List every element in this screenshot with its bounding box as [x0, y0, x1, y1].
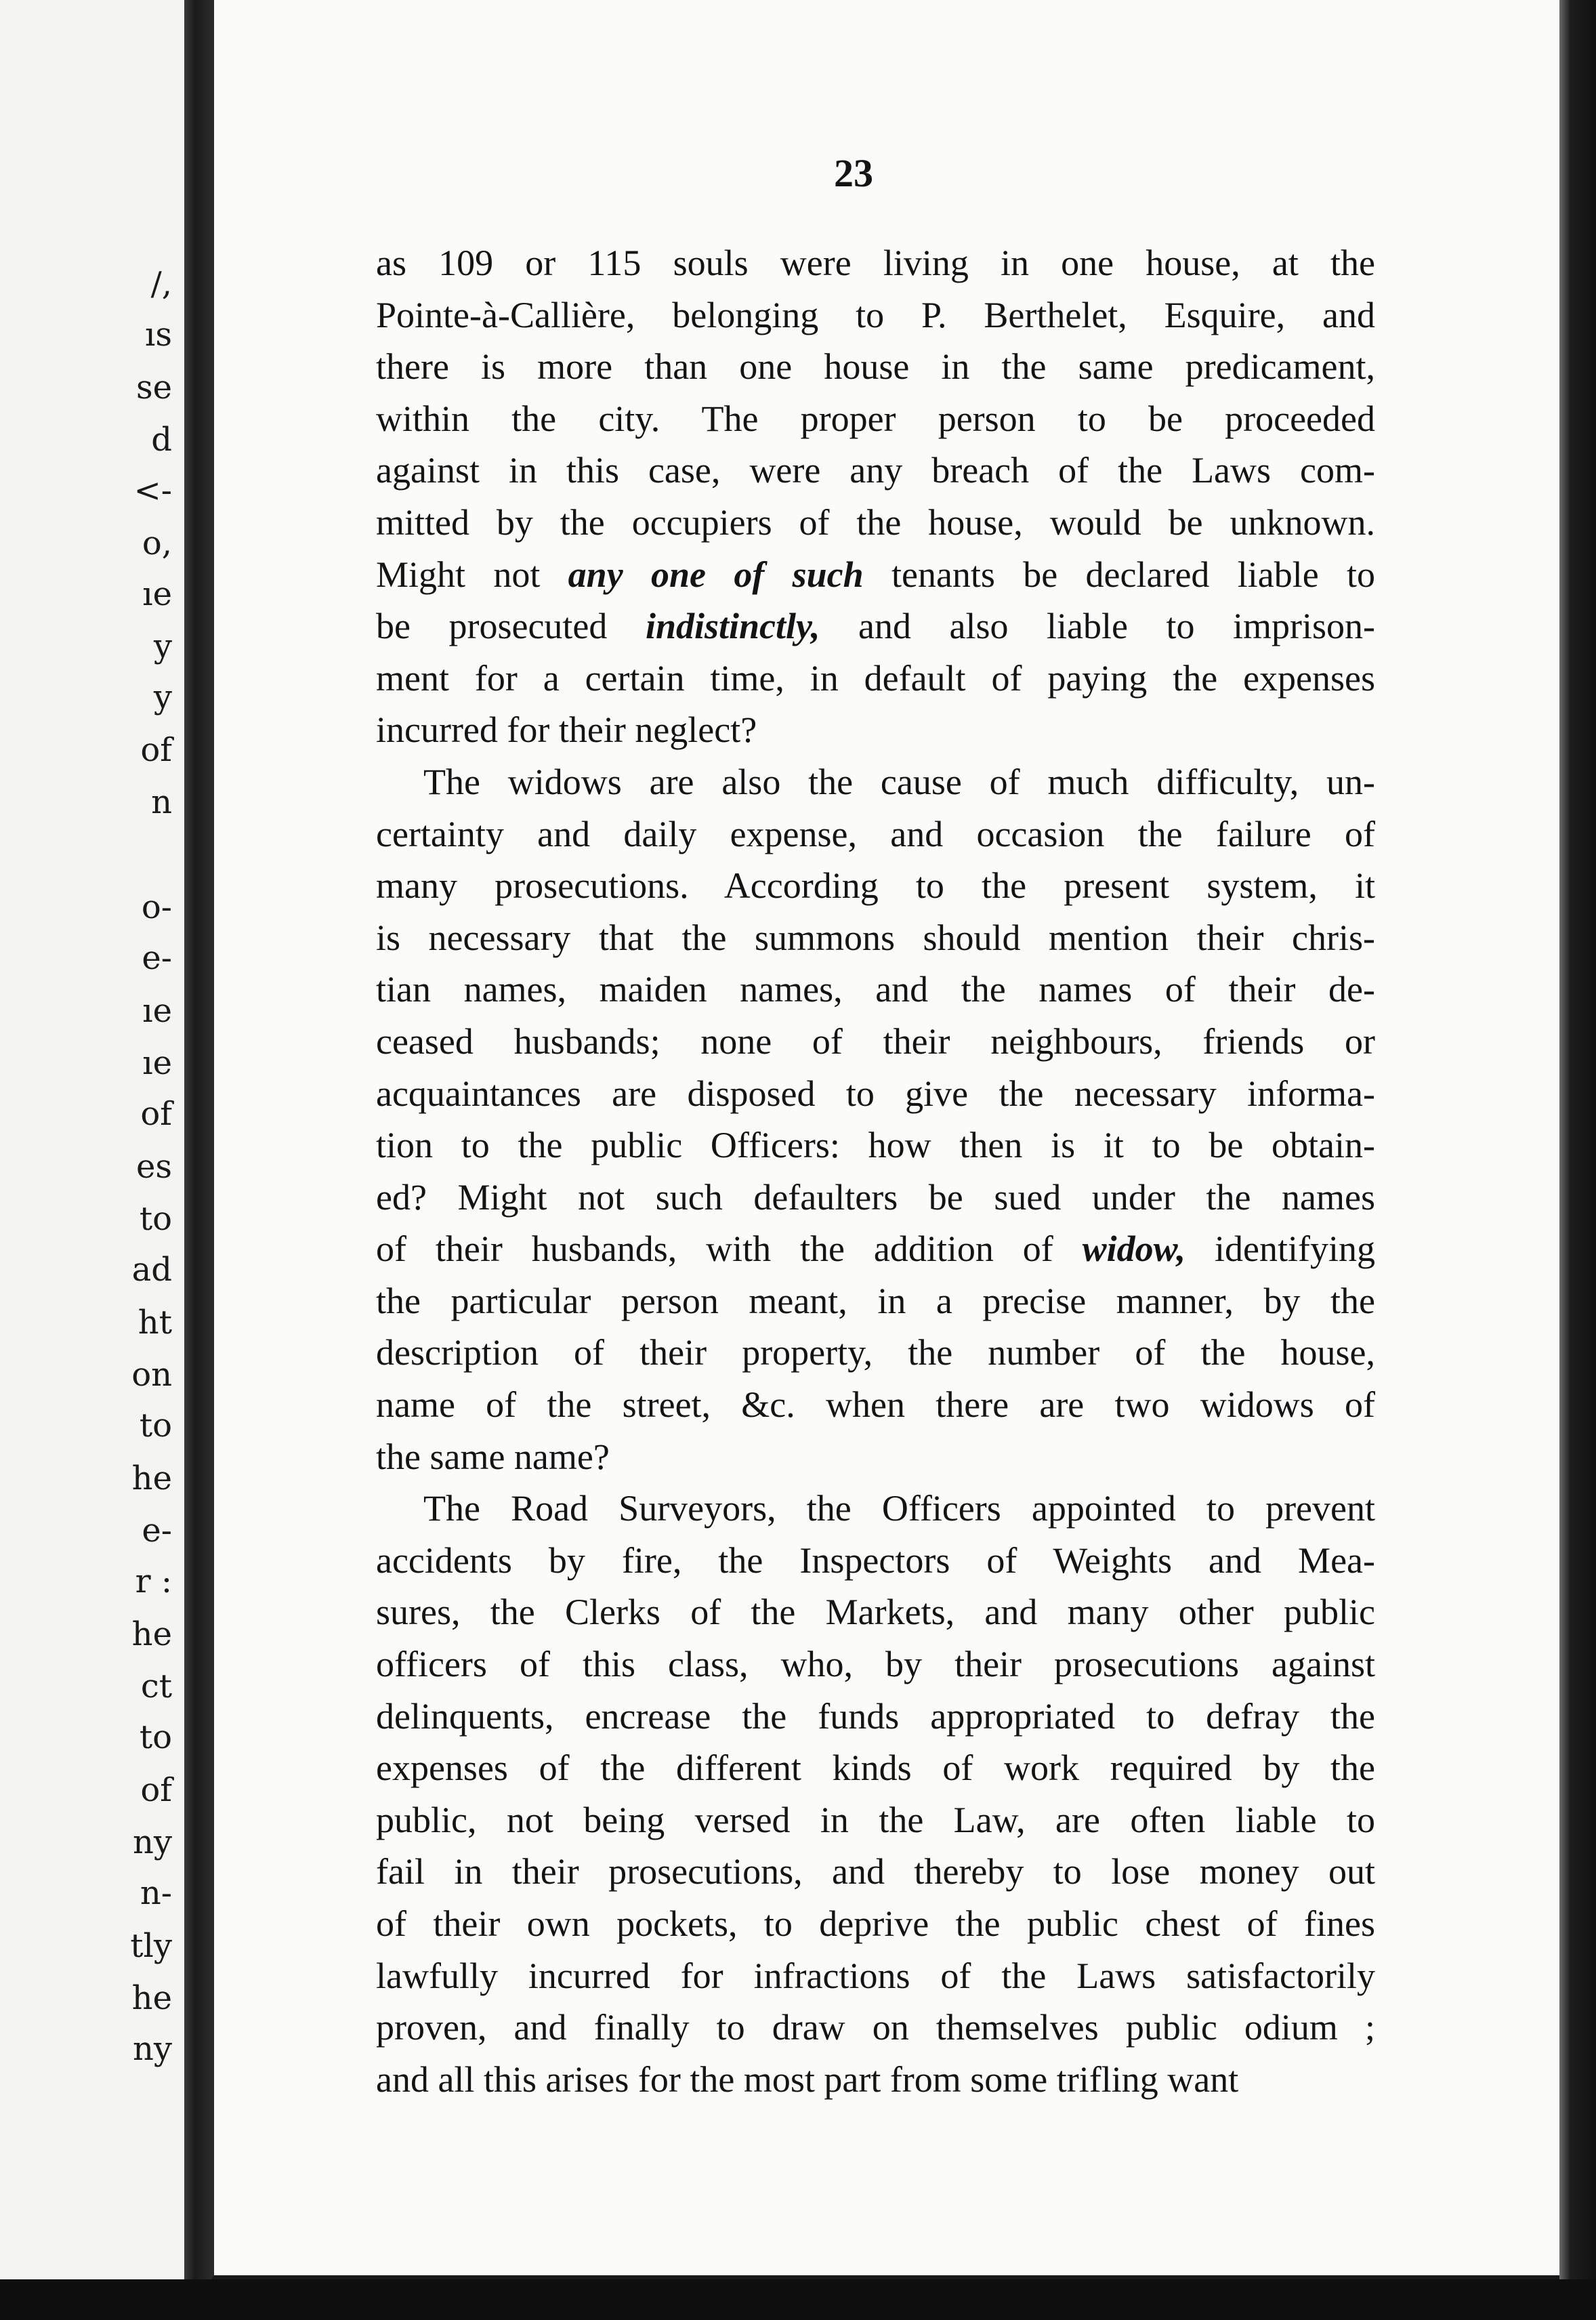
scan-bottom-edge — [0, 2279, 1596, 2320]
previous-page-fragment: e- — [142, 1512, 172, 1550]
text-line: delinquents, encrease the funds appropriated to defray the — [376, 1695, 1375, 1737]
previous-page-fragment: he — [131, 1979, 172, 2017]
previous-page-fragment: on — [131, 1356, 172, 1394]
text-line: of their husbands, with the addition of widow, identifying — [376, 1228, 1375, 1270]
text-line: against in this case, were any breach of the Laws com- — [376, 450, 1375, 491]
previous-page-fragment: ht — [138, 1304, 172, 1342]
previous-page-fragment: to — [139, 1200, 172, 1238]
previous-page-fragment: of — [140, 1771, 172, 1809]
page-number: 23 — [834, 151, 873, 195]
paragraph — [376, 237, 1375, 756]
previous-page-fragment: y — [153, 627, 172, 665]
text-line: fail in their prosecutions, and thereby to lose money out — [376, 1851, 1375, 1892]
previous-page-fragment: o- — [141, 888, 172, 926]
previous-page-fragment: e- — [142, 939, 172, 977]
text-line: certainty and daily expense, and occasion the failure of — [376, 813, 1375, 854]
text-line: The widows are also the cause of much difficulty, un- — [423, 761, 1375, 802]
text-line: officers of this class, who, by their prosecutions against — [376, 1644, 1375, 1685]
text-line: incurred for their neglect? — [376, 709, 757, 751]
text-line: ceased husbands; none of their neighbours, friends or — [376, 1020, 1375, 1062]
previous-page-fragment: r : — [135, 1562, 172, 1600]
previous-page-fragment: ct — [140, 1668, 172, 1705]
previous-page-fragment: /, — [150, 265, 172, 303]
text-line: acquaintances are disposed to give the necessary informa- — [376, 1073, 1375, 1114]
text-line: be prosecuted indistinctly, and also liable to imprison- — [376, 606, 1376, 647]
previous-page-fragment: tly — [130, 1927, 172, 1965]
previous-page-fragment: y — [153, 678, 172, 716]
previous-page-fragment: to — [139, 1407, 172, 1445]
text-line: mitted by the occupiers of the house, would be unknown. — [376, 501, 1375, 543]
text-line: name of the street, &c. when there are two widows of — [376, 1384, 1375, 1426]
previous-page-fragment: d — [151, 421, 172, 459]
text-line: there is more than one house in the same predicament, — [376, 346, 1375, 388]
text-line: description of their property, the number of the house, — [376, 1332, 1375, 1373]
text-line: and all this arises for the most part from some trifling want — [376, 2058, 1239, 2100]
book-gutter — [184, 0, 211, 2320]
previous-page-fragment: o, — [142, 524, 172, 562]
previous-page-fragment: ıs — [145, 316, 172, 354]
text-line: Might not any one of such tenants be declared liable to — [376, 554, 1376, 595]
text-line: within the city. The proper person to be proceeded — [376, 398, 1375, 439]
previous-page-edge — [0, 0, 186, 2320]
text-line: of their own pockets, to deprive the public chest of fines — [376, 1903, 1375, 1944]
previous-page-fragment: ny — [132, 1823, 172, 1861]
text-line: expenses of the different kinds of work required by the — [376, 1747, 1375, 1789]
text-line: public, not being versed in the Law, are often liable to — [376, 1799, 1375, 1840]
previous-page-fragment: to — [139, 1718, 172, 1756]
text-line: sures, the Clerks of the Markets, and many other public — [376, 1592, 1375, 1633]
page-body-text — [376, 237, 1375, 2105]
text-line: The Road Surveyors, the Officers appointed to prevent — [423, 1488, 1375, 1529]
text-line: ment for a certain time, in default of paying the expenses — [376, 657, 1375, 699]
previous-page-fragment: n — [151, 783, 172, 821]
text-line: is necessary that the summons should mention their chris- — [376, 917, 1375, 958]
previous-page-fragment: es — [135, 1148, 172, 1186]
paragraph — [376, 756, 1375, 1483]
text-line: tian names, maiden names, and the names of their de- — [376, 969, 1375, 1010]
previous-page-fragment: n- — [140, 1874, 172, 1912]
text-line: lawfully incurred for infractions of the Laws satisfactorily — [376, 1955, 1375, 1996]
text-line: tion to the public Officers: how then is it to be obtain- — [376, 1125, 1375, 1166]
previous-page-fragment: ıe — [142, 992, 172, 1030]
text-line: Pointe-à-Callière, belonging to P. Berthelet, Esquire, and — [376, 294, 1375, 335]
previous-page-fragment: of — [140, 731, 172, 769]
text-line: the particular person meant, in a precise manner, by the — [376, 1280, 1375, 1321]
previous-page-fragment: ıe — [142, 1044, 172, 1082]
text-line: the same name? — [376, 1436, 610, 1477]
previous-page-fragment: he — [131, 1615, 172, 1653]
previous-page-fragment: ny — [132, 2030, 172, 2068]
text-line: accidents by fire, the Inspectors of Weights and Mea- — [376, 1539, 1375, 1581]
previous-page-fragment: se — [135, 369, 172, 407]
previous-page-fragment: of — [140, 1095, 172, 1133]
previous-page-fragment: he — [131, 1459, 172, 1497]
previous-page-fragment: ıe — [142, 575, 172, 613]
paragraph — [376, 1483, 1375, 2105]
previous-page-fragment: <- — [133, 472, 172, 510]
text-line: ed? Might not such defaulters be sued under the names — [376, 1176, 1375, 1218]
text-line: many prosecutions. According to the present system, it — [376, 865, 1375, 907]
text-line: proven, and finally to draw on themselves public odium ; — [376, 2007, 1375, 2048]
text-line: as 109 or 115 souls were living in one house, at the — [376, 243, 1375, 283]
previous-page-fragment: ad — [131, 1251, 172, 1289]
page-right-edge — [1559, 0, 1596, 2320]
